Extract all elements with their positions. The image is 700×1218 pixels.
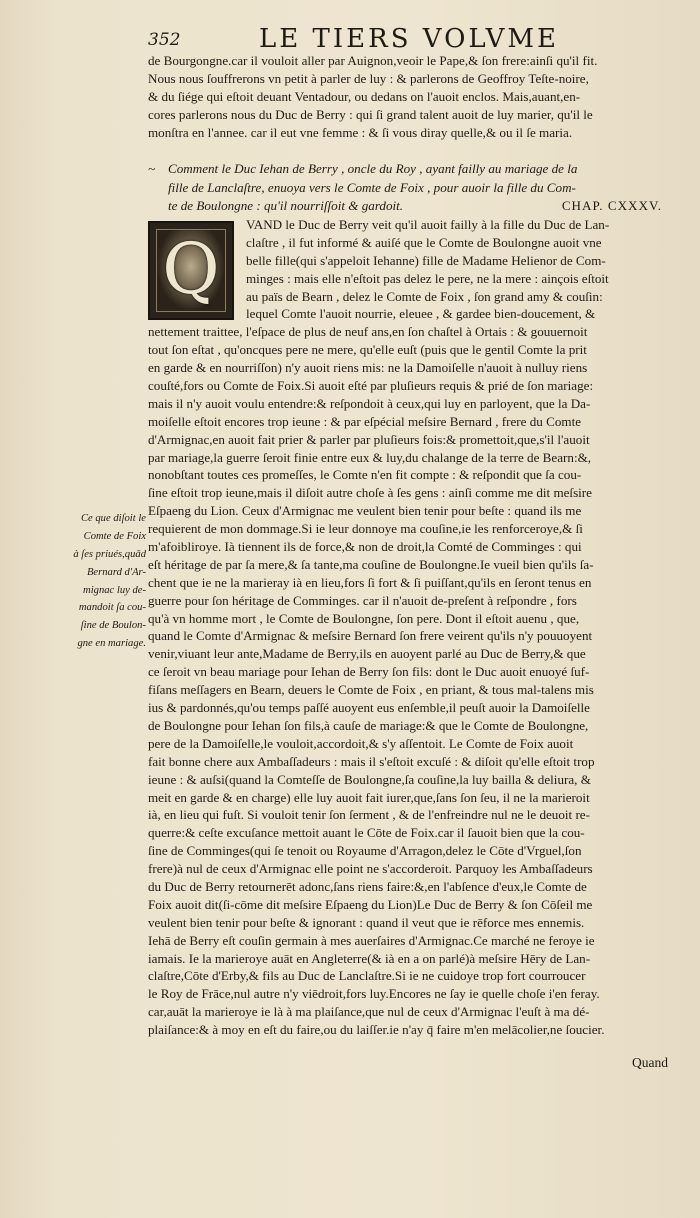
text-line: quand le Comte d'Armignac & meſsire Bernard ſon frere veirent qu'ils n'y pouuoyent xyxy=(148,628,593,644)
text-line: pere de la Damoiſelle,le vouloit,accordoit,& s'y aſſentoit. Le Comte de Foix auoit xyxy=(148,735,574,751)
text-line: mais il n'y auoit voulu entendre:& reſpondoit à ceux,qui luy en parloyent, que la Da- xyxy=(148,395,591,411)
heading-line: te de Boulongne : qu'il nourriſſoit & gardoit. xyxy=(168,198,404,213)
text-line: claſtre,Cōte d'Erby,& fils au Duc de Lanclaſtre.Si ie ne cuidoye trop fort courroucer xyxy=(148,968,586,984)
text-line: d'Armignac,en auoit fait prier & parler par pluſieurs fois:& promettoit,que,s'il l'auoit xyxy=(148,431,590,447)
text-line: mandoit ſa cou- xyxy=(78,602,146,614)
chapter-body xyxy=(148,216,668,1039)
text-line: nonobſtant toutes ces promeſſes, le Comte n'en fit compte : & reſpondit que ſa cou- xyxy=(148,467,582,483)
text-line: mignac luy de- xyxy=(83,584,146,596)
text-line: ſine de Comminges(qui ſe tenoit ou Royaume d'Arragon,delez le Cōte d'Vrguel,ſon xyxy=(148,843,582,859)
text-line: car,auāt la marieroye ie là à ma plaiſance,que nul de ceux d'Armignac l'euſt à ma dé- xyxy=(148,1004,590,1020)
text-line: de Bourgongne.car il vouloit aller par Auignon,veoir le Pape,& ſon frere:ainſi qu'il fit. xyxy=(148,53,598,68)
catchword: Quand xyxy=(632,1055,668,1070)
text-line: cores parlerons nous du Duc de Berry : qui ſi grand talent auoit de luy marier, qu'il le xyxy=(148,106,593,122)
heading-line: Comment le Duc Iehan de Berry , oncle du Roy , ayant failly au mariage de la xyxy=(168,161,578,176)
text-line: de Boulongne pour Iehan ſon fils,à cauſe de mariage:& que le Comte de Boulongne, xyxy=(148,717,589,733)
text-line: du Duc de Berry retournerēt adonc,ſans riens faire:&,en l'abſence d'eux,le Comte de xyxy=(148,878,587,894)
text-line: belle fille(qui s'appeloit Iehanne) fille de Madame Helienor de Com- xyxy=(246,252,606,268)
text-line: Iehā de Berry eſt couſin germain à mes auerſaires d'Armignac.Ce marché ne feroye ie xyxy=(148,932,595,948)
text-line: en garde & en nourriſſon) n'y auoit riens mis: ne la Damoiſelle n'auoit à nulluy riens xyxy=(148,360,588,376)
text-line: gne en mariage. xyxy=(77,638,146,650)
intro-paragraph xyxy=(148,52,668,141)
text-line: ſine de Boulon- xyxy=(80,620,146,632)
text-line: venir,viuant leur ante,Madame de Berry,ils en auoyent parlé au Duc de Berry,& que xyxy=(148,646,586,662)
text-line: ieune : & auſsi(quand la Comteſſe de Boulongne,ſa couſine,la luy bailla & deliura, & xyxy=(148,771,591,787)
text-line: minges : mais elle n'eſtoit pas delez le pere, ne la mere : ainçois eſtoit xyxy=(246,270,609,286)
text-line: Eſpaeng du Lion. Ceux d'Armignac me veulent bien tenir pour beſte : quand ils me xyxy=(148,503,582,519)
text-line: au païs de Bearn , delez le Comte de Foix , ſon grand amy & couſin: xyxy=(246,288,603,304)
text-line: guerre pour ſon héritage de Comminges. car il n'auoit de-preſent à reſpondre , fors xyxy=(148,592,577,608)
text-line: couſté,fors ou Comte de Foix.Si auoit eſté par pluſieurs requis & prié de ſon mariage: xyxy=(148,378,594,394)
text-line: fait bonne chere aux Ambaſſadeurs : mais il s'eſtoit excuſé : & diſoit qu'elle eſtoit trop xyxy=(148,753,595,769)
text-line: iamais. Ie la marieroye auāt en Angleterre(& ià en a on parlé)à meſsire Hēry de Lan- xyxy=(148,950,591,966)
text-line: monſtra en l'annee. car il eut vne femme : & ſi vous diray quelle,& ou il ſe maria. xyxy=(148,124,573,140)
text-line: meit en garde & en charge) elle luy auoit fait iurer,que,ſans ſon ſeu, il ne la marieroit xyxy=(148,789,590,805)
text-line: requierent de mon dommage.Si ie leur donnoye ma couſine,ie les renforceroye,& ſi xyxy=(148,521,583,537)
text-line: eſt héritage de par ſa mere,& ſa tante,ma couſine de Boulongne.Ie vueil bien qu'ils ſa- xyxy=(148,556,594,572)
text-line: Foix auoit dit(ſi-cōme dit meſsire Eſpaeng du Lion)Le Duc de Berry & ſon Cōſeil me xyxy=(148,896,593,912)
text-line: le Roy de Frāce,nul autre n'y viēdroit,fors luy.Encores ne ſay ie quelle choſe i'en feray. xyxy=(148,986,600,1002)
text-line: moiſelle eſtoit encores trop ieune : & par eſpécial meſsire Bernard , frere du Comte xyxy=(148,413,582,429)
page-header xyxy=(148,24,670,54)
text-line: frere)à nul de ceux d'Armignac elle point ne s'accorderoit. Parquoy les Ambaſſadeurs xyxy=(148,861,593,877)
chapter-number: CHAP. CXXXV. xyxy=(561,198,662,213)
text-line: Nous nous ſouffrerons vn petit à parler de luy : & parlerons de Geoffroy Teſte-noire, xyxy=(148,70,589,86)
text-line: querre:& ceſte excuſance mettoit auant le Cōte de Foix.car il ſauoit bien que la cou- xyxy=(148,825,585,841)
heading-dash: ~ xyxy=(148,161,156,176)
text-line: tout ſon eſtat , qu'oncques pere ne mere, qu'elle euſt (puis que le gentil Comte la prit xyxy=(148,342,587,358)
text-line: m'afoibliroye. Ià tiennent ils de force,& non de droit,la Comté de Comminges : qui xyxy=(148,539,582,555)
text-line: veulent bien tenir pour beſte & ignorant : quand il veut que ie rēforce mes ennemis. xyxy=(148,914,585,930)
text-line: à ſes priués,quād xyxy=(73,548,146,560)
text-line: ce ſeroit vn beau mariage pour Iehan de Berry ſon fils: dont le Duc auoit enuoyé ſuf- xyxy=(148,664,590,680)
text-line: chent que ie ne la marieray ià en lieu,fors ſi fort & ſi puiſſant,qu'ils en ſeront tenus en xyxy=(148,574,592,590)
chapter-heading xyxy=(148,160,668,216)
text-line: ià, en lieu qui fuſt. Si vouloit tenir ſon ſerment , & de l'enfreindre nul ne le deuoit re- xyxy=(148,807,590,823)
running-title: LE TIERS VOLVME xyxy=(259,24,559,54)
text-line: & du ſiége qui eſtoit deuant Ventadour, ou dedans on l'auoit enclos. Mais,auant,en- xyxy=(148,88,581,104)
text-line: par mariage,la guerre ſeroit finie entre eux & luy,du chalange de la terre de Bearn:&, xyxy=(148,449,592,465)
text-line: plaiſance:& à moy en eſt du faire,ou du laiſſer.ie n'ay q̄ faire m'en melācolier,ne ſoucier. xyxy=(148,1022,605,1038)
text-line: ius & pardonnés,qu'ou temps paſſé auoyent eus enſemble,il peuſt auoir la Damoiſelle xyxy=(148,700,590,716)
heading-line: fille de Lanclaſtre, enuoya vers le Comte de Foix , pour auoir la fille du Com- xyxy=(168,179,576,195)
text-line: Ce que diſoit le xyxy=(80,513,146,524)
text-line: claſtre , il fut informé & auiſé que le Comte de Boulongne auoit vne xyxy=(246,234,602,250)
text-line: ſine eſtoit trop ieune,mais il diſoit autre choſe à ſes gens : ainſi comme me dit meſsire xyxy=(148,485,592,501)
text-line: lequel Comte l'auoit nourrie, eleuee , & gardee bien-doucement, & xyxy=(246,306,596,322)
text-line: Comte de Foix xyxy=(83,530,146,542)
margin-note xyxy=(70,510,146,653)
text-line: Bernard d'Ar- xyxy=(86,566,146,578)
text-line: fiſans meſſagers en Bearn, deuers le Comte de Foix , en priant, & tous mal-talens mis xyxy=(148,682,594,698)
text-line: qu'à vn homme mort , le Comte de Boulongne, ſon pere. Dont il eſtoit auenu , que, xyxy=(148,610,580,626)
text-line: nettement traittee, l'eſpace de plus de neuf ans,en ſon chaſtel à Ortais : & gouuernoit xyxy=(148,324,588,340)
text-line: VAND le Duc de Berry veit qu'il auoit failly à la fille du Duc de Lan- xyxy=(246,217,610,232)
initial-letter: Q xyxy=(162,228,220,310)
page-number: 352 xyxy=(148,30,181,50)
